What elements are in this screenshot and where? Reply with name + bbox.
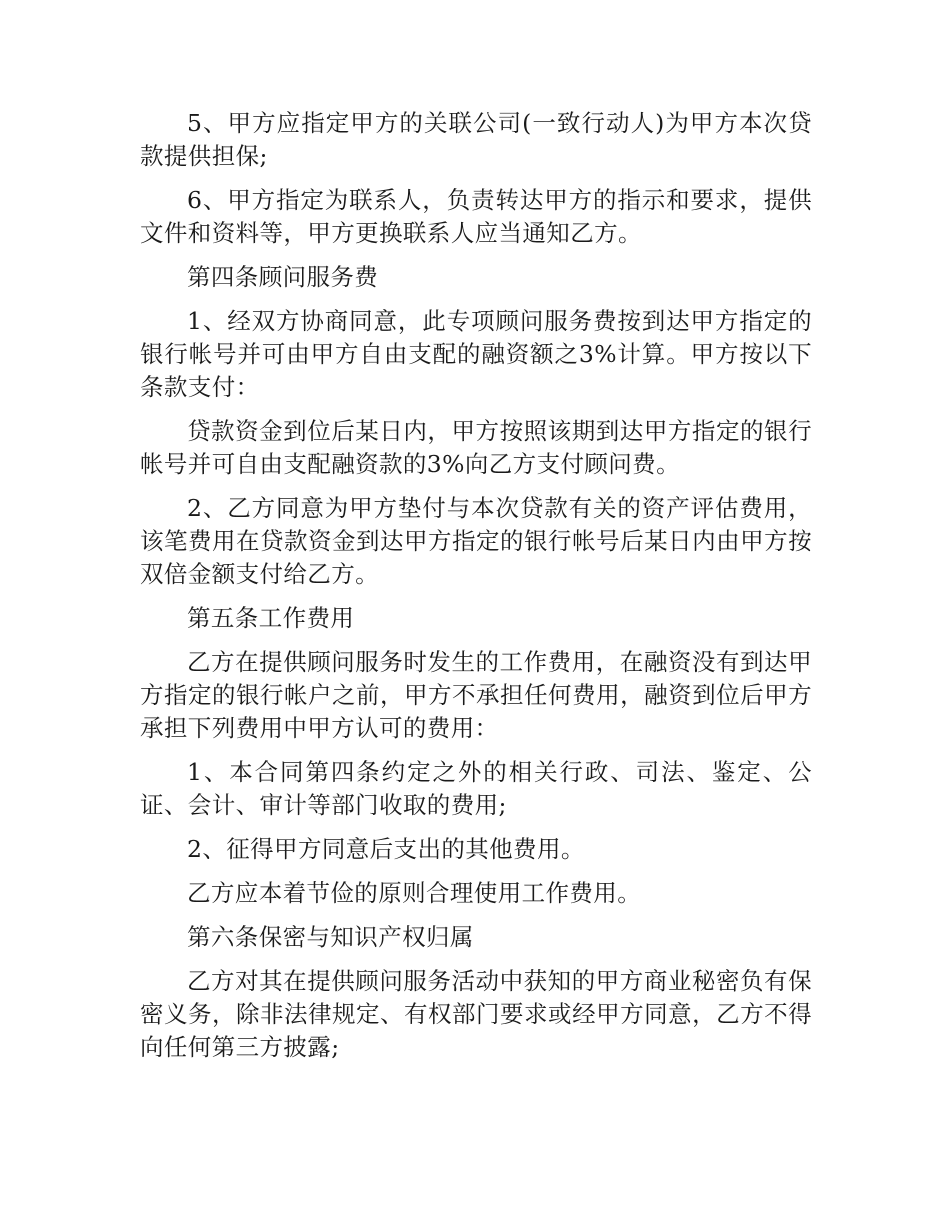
paragraph-fee-rate-clause: 1、经双方协商同意，此专项顾问服务费按到达甲方指定的银行帐号并可由甲方自由支配的融资额之3%计算。甲方按以下条款支付： (140, 307, 812, 401)
paragraph-frugality-clause: 乙方应本着节俭的原则合理使用工作费用。 (187, 879, 642, 907)
document-body (140, 107, 812, 1075)
section-heading-confidentiality: 第六条保密与知识产权归属 (187, 923, 474, 951)
paragraph-work-expenses-intro: 乙方在提供顾问服务时发生的工作费用，在融资没有到达甲方指定的银行帐户之前，甲方不承担任何费用，融资到位后甲方承担下列费用中甲方认可的费用： (140, 648, 812, 742)
section-heading-consulting-fee: 第四条顾问服务费 (187, 263, 379, 291)
paragraph-contact-person-clause: 6、甲方指定为联系人，负责转达甲方的指示和要求，提供文件和资料等，甲方更换联系人应当通知乙方。 (140, 186, 812, 247)
paragraph-expense-item-2: 2、征得甲方同意后支出的其他费用。 (187, 835, 585, 863)
paragraph-guarantee-clause: 5、甲方应指定甲方的关联公司(一致行动人)为甲方本次贷款提供担保; (140, 109, 812, 170)
paragraph-appraisal-fee-clause: 2、乙方同意为甲方垫付与本次贷款有关的资产评估费用，该笔费用在贷款资金到达甲方指定的银行帐号后某日内由甲方按双倍金额支付给乙方。 (140, 494, 812, 588)
paragraph-confidentiality-clause: 乙方对其在提供顾问服务活动中获知的甲方商业秘密负有保密义务，除非法律规定、有权部门要求或经甲方同意，乙方不得向任何第三方披露; (140, 967, 812, 1061)
section-heading-work-expenses: 第五条工作费用 (187, 604, 355, 632)
paragraph-fee-payment-clause: 贷款资金到位后某日内，甲方按照该期到达甲方指定的银行帐号并可自由支配融资款的3%向乙方支付顾问费。 (140, 417, 812, 478)
paragraph-expense-item-1: 1、本合同第四条约定之外的相关行政、司法、鉴定、公证、会计、审计等部门收取的费用; (140, 758, 812, 819)
